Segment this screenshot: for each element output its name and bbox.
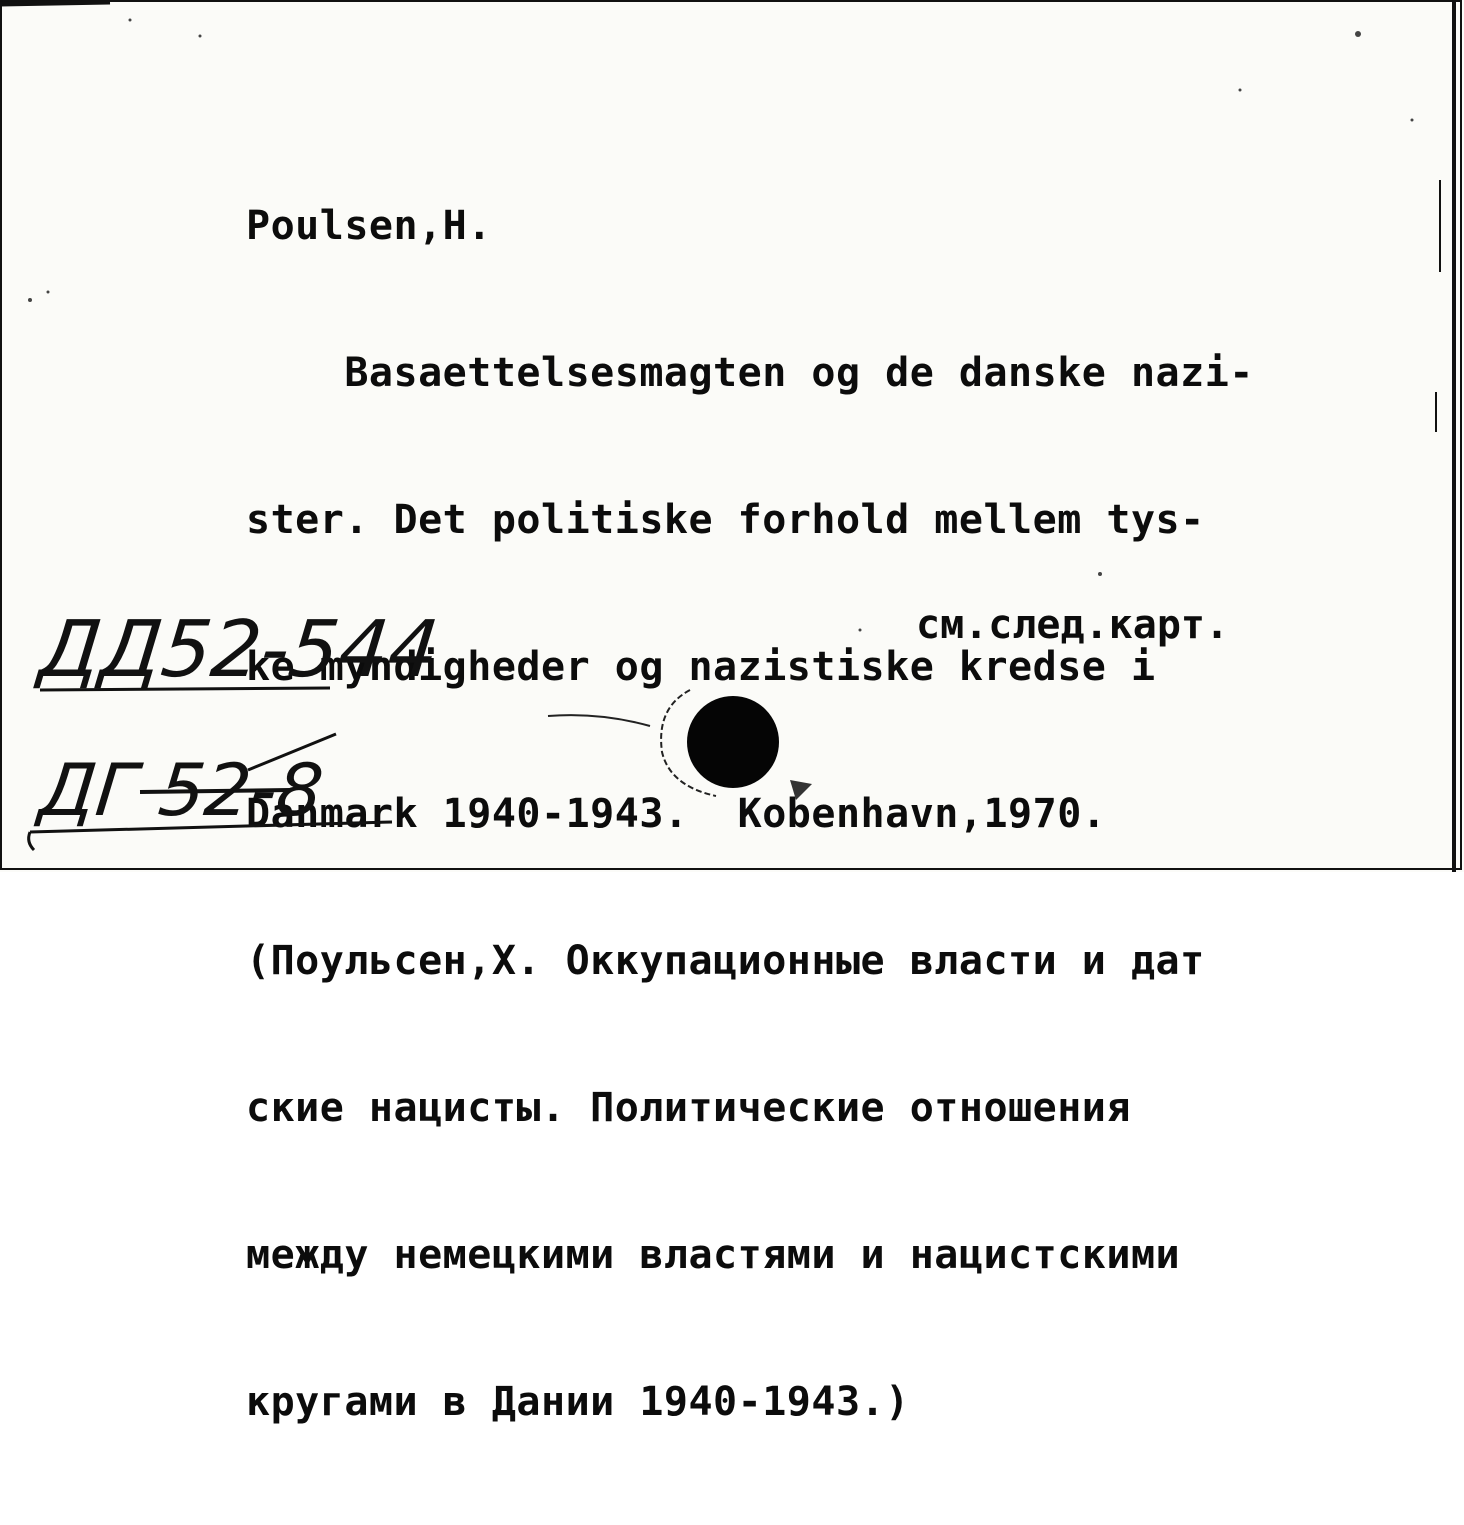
- card-line-7: между немецкими властями и нацистскими: [246, 1232, 1181, 1278]
- card-author: Poulsen,H.: [246, 203, 492, 249]
- card-line-8: кругами в Дании 1940-1943.): [246, 1379, 910, 1425]
- card-line-1: Basaettelsesmagten og de danske nazi-: [246, 350, 1254, 396]
- card-line-6: ские нацисты. Политические отношения: [246, 1085, 1131, 1131]
- card-line-3: ke myndigheder og nazistiske kredse i: [246, 644, 1156, 690]
- continuation-note: см.след.карт.: [916, 602, 1230, 648]
- handwritten-shelfmark-2: ДГ 52-8: [35, 748, 328, 832]
- card-line-5: (Поульсен,Х. Оккупационные власти и дат: [246, 938, 1205, 984]
- handwritten-shelfmark-1: ДД52-544: [35, 605, 443, 695]
- card-line-2: ster. Det politiske forhold mellem tys-: [246, 497, 1205, 543]
- card-line-4: Danmark 1940-1943. Kobenhavn,1970.: [246, 791, 1107, 837]
